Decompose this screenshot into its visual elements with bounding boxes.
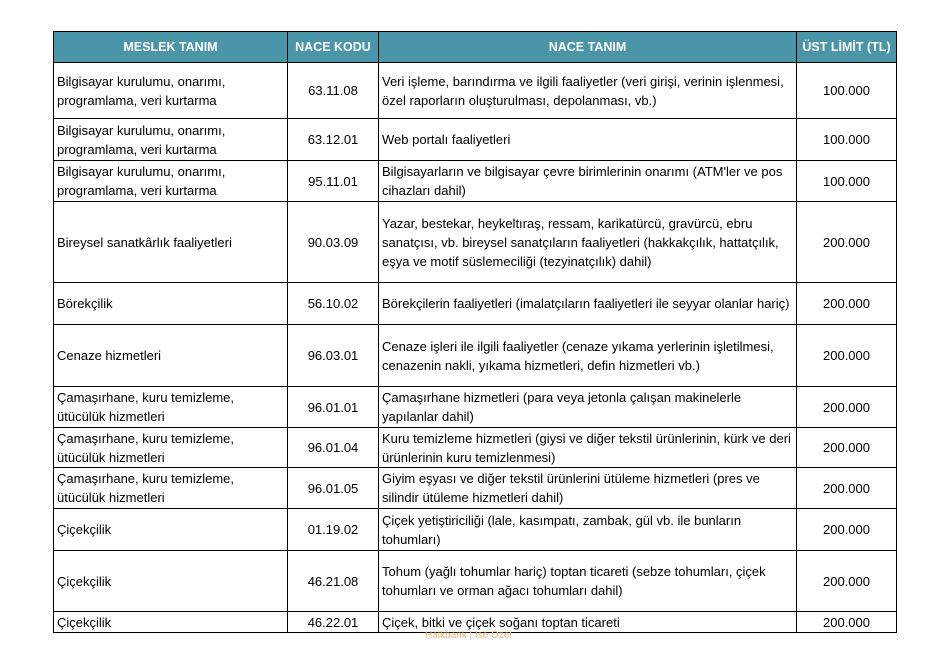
nace-description-cell: Web portalı faaliyetleri [379, 119, 797, 161]
nace-description-cell: Kuru temizleme hizmetleri (giysi ve diğer tekstil ürünlerinin, kürk ve deri ürünlerinin kuru temizlenmesi) [379, 428, 797, 468]
nace-limit-table [53, 31, 897, 633]
upper-limit-cell: 200.000 [797, 428, 897, 468]
nace-description-cell: Çamaşırhane hizmetleri (para veya jetonla çalışan makinelerle yapılanlar dahil) [379, 387, 797, 428]
upper-limit-cell: 100.000 [797, 161, 897, 202]
table-row [54, 119, 897, 161]
nace-code-cell: 63.11.08 [288, 63, 379, 119]
table-row [54, 202, 897, 283]
meslek-cell: Çamaşırhane, kuru temizleme, ütücülük hizmetleri [54, 428, 288, 468]
nace-code-cell: 96.01.05 [288, 468, 379, 509]
upper-limit-cell: 200.000 [797, 468, 897, 509]
table-row [54, 428, 897, 468]
header-nace-tanim: NACE TANIM [379, 32, 797, 63]
upper-limit-cell: 200.000 [797, 551, 897, 612]
table-row [54, 551, 897, 612]
meslek-cell: Çiçekçilik [54, 612, 288, 633]
nace-description-cell: Çiçek, bitki ve çiçek soğanı toptan ticareti [379, 612, 797, 633]
meslek-cell: Bilgisayar kurulumu, onarımı, programlama, veri kurtarma [54, 119, 288, 161]
nace-code-cell: 96.01.04 [288, 428, 379, 468]
watermark-label: Halkbank | Ise Özel [425, 630, 512, 641]
nace-description-cell: Bilgisayarların ve bilgisayar çevre birimlerinin onarımı (ATM'ler ve pos cihazları dahil) [379, 161, 797, 202]
meslek-cell: Çiçekçilik [54, 509, 288, 551]
nace-code-cell: 01.19.02 [288, 509, 379, 551]
nace-code-cell: 96.01.01 [288, 387, 379, 428]
table-row [54, 509, 897, 551]
meslek-cell: Çamaşırhane, kuru temizleme, ütücülük hizmetleri [54, 468, 288, 509]
meslek-cell: Çamaşırhane, kuru temizleme, ütücülük hizmetleri [54, 387, 288, 428]
nace-code-cell: 63.12.01 [288, 119, 379, 161]
header-ust-limit: ÜST LİMİT (TL) [797, 32, 897, 63]
header-row [54, 32, 897, 63]
upper-limit-cell: 200.000 [797, 509, 897, 551]
nace-code-cell: 90.03.09 [288, 202, 379, 283]
nace-description-cell: Giyim eşyası ve diğer tekstil ürünlerini ütüleme hizmetleri (pres ve silindir ütüleme hizmetleri dahil) [379, 468, 797, 509]
upper-limit-cell: 200.000 [797, 202, 897, 283]
upper-limit-cell: 200.000 [797, 387, 897, 428]
nace-description-cell: Yazar, bestekar, heykeltıraş, ressam, karikatürcü, gravürcü, ebru sanatçısı, vb. bireysel sanatçıların faaliyetleri (hakkakçılık, hattatçılık, eşya ve motif süslemeciliği (tezyinatçılık) dahil) [379, 202, 797, 283]
meslek-cell: Bilgisayar kurulumu, onarımı, programlama, veri kurtarma [54, 161, 288, 202]
table-row [54, 387, 897, 428]
nace-code-cell: 46.22.01 [288, 612, 379, 633]
meslek-cell: Bireysel sanatkârlık faaliyetleri [54, 202, 288, 283]
upper-limit-cell: 100.000 [797, 119, 897, 161]
meslek-cell: Cenaze hizmetleri [54, 325, 288, 387]
table-row [54, 283, 897, 325]
nace-description-cell: Tohum (yağlı tohumlar hariç) toptan ticareti (sebze tohumları, çiçek tohumları ve orman ağacı tohumları dahil) [379, 551, 797, 612]
table-row [54, 63, 897, 119]
upper-limit-cell: 200.000 [797, 325, 897, 387]
table-row [54, 325, 897, 387]
upper-limit-cell: 100.000 [797, 63, 897, 119]
meslek-cell: Çiçekçilik [54, 551, 288, 612]
upper-limit-cell: 200.000 [797, 612, 897, 633]
meslek-cell: Börekçilik [54, 283, 288, 325]
header-nace-kodu: NACE KODU [288, 32, 379, 63]
nace-code-cell: 46.21.08 [288, 551, 379, 612]
nace-description-cell: Çiçek yetiştiriciliği (lale, kasımpatı, zambak, gül vb. ile bunların tohumları) [379, 509, 797, 551]
nace-code-cell: 96.03.01 [288, 325, 379, 387]
header-meslek-tanim: MESLEK TANIM [54, 32, 288, 63]
upper-limit-cell: 200.000 [797, 283, 897, 325]
nace-description-cell: Veri işleme, barındırma ve ilgili faaliyetler (veri girişi, verinin işlenmesi, özel raporların oluşturulması, depolanması, vb.) [379, 63, 797, 119]
meslek-cell: Bilgisayar kurulumu, onarımı, programlama, veri kurtarma [54, 63, 288, 119]
nace-description-cell: Cenaze işleri ile ilgili faaliyetler (cenaze yıkama yerlerinin işletilmesi, cenazenin nakli, yıkama hizmetleri, defin hizmetleri vb.) [379, 325, 797, 387]
nace-code-cell: 56.10.02 [288, 283, 379, 325]
nace-description-cell: Börekçilerin faaliyetleri (imalatçıların faaliyetleri ile seyyar olanlar hariç) [379, 283, 797, 325]
nace-code-cell: 95.11.01 [288, 161, 379, 202]
table-row [54, 161, 897, 202]
table-row [54, 468, 897, 509]
